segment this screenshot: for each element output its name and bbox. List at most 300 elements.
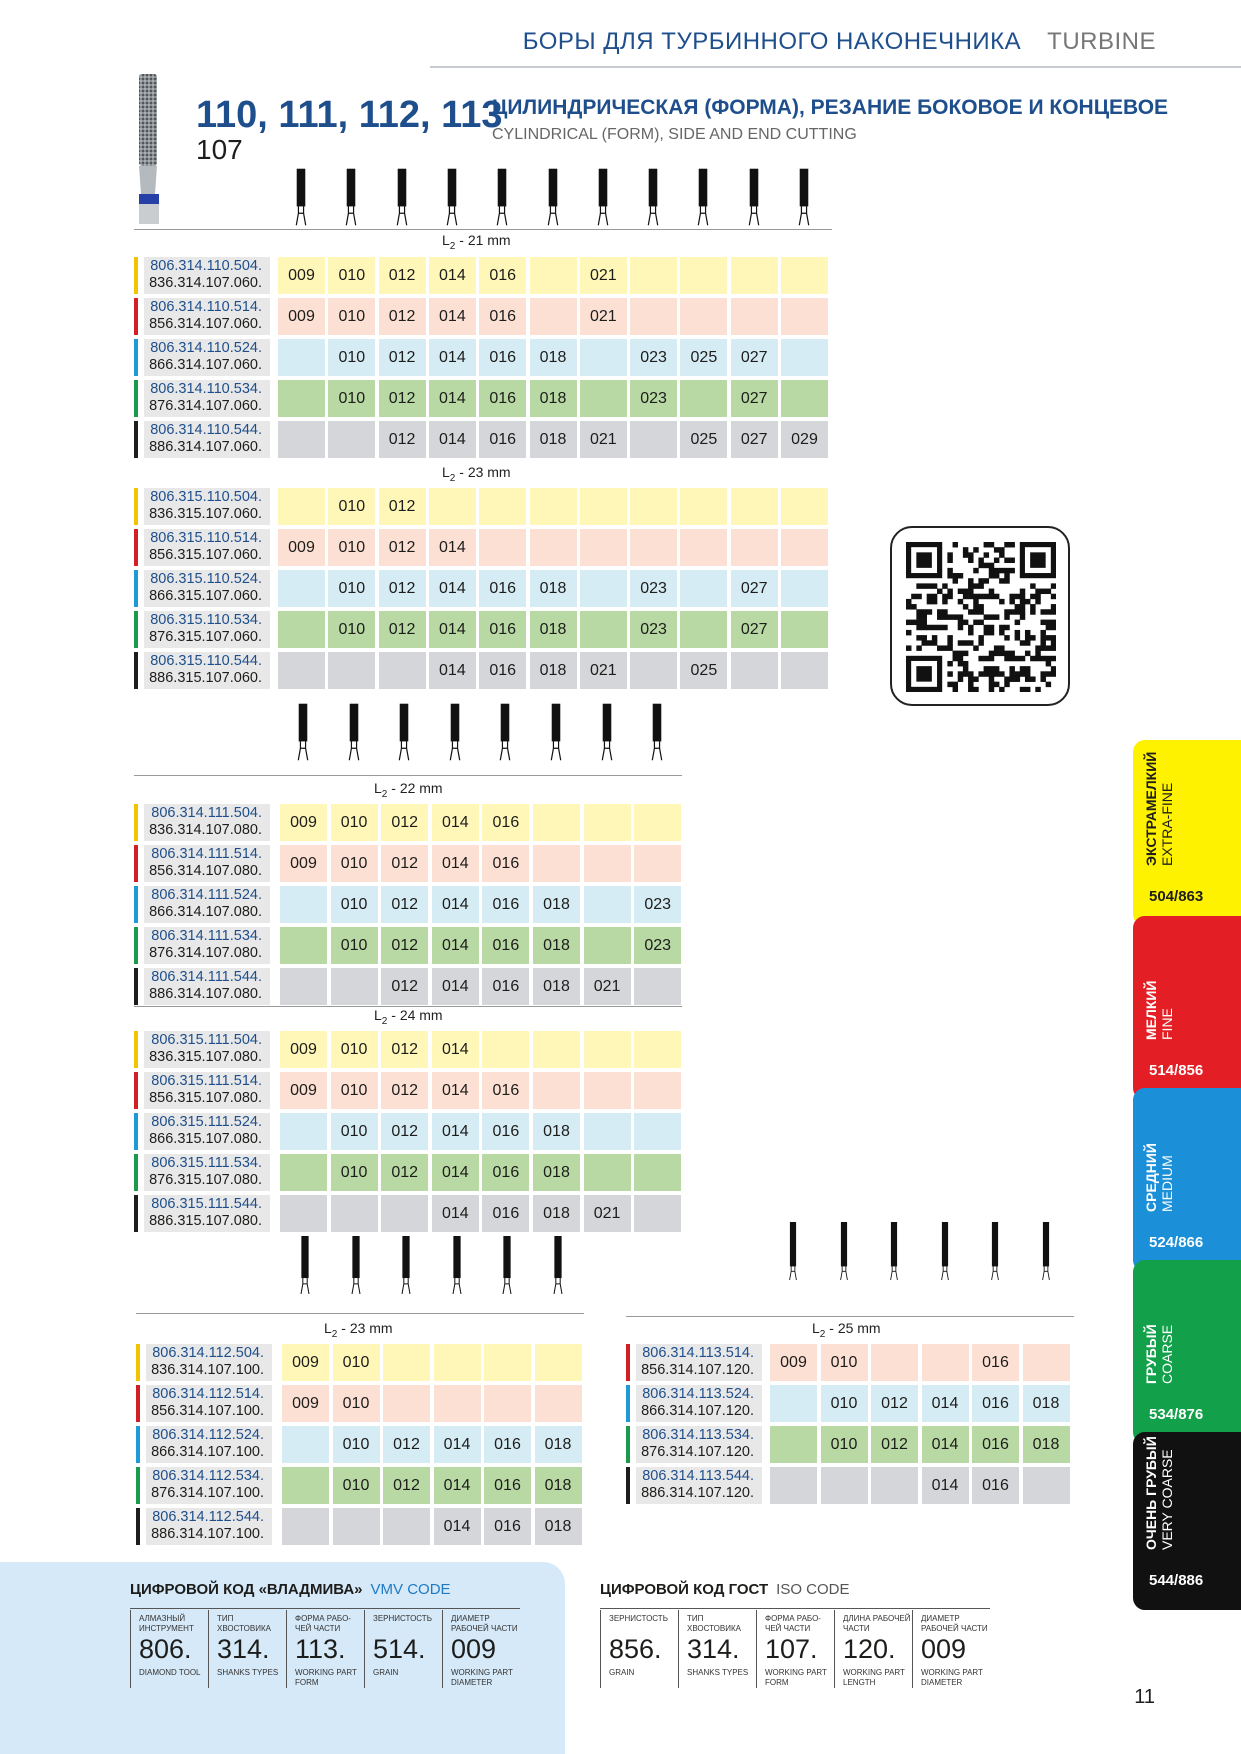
l2-length-label: $L_2 - 23$ mm xyxy=(324,1320,393,1340)
size-cell: 010 xyxy=(821,1426,868,1463)
size-cell xyxy=(781,298,828,335)
size-cell xyxy=(331,968,378,1005)
code-segment-value: 514. xyxy=(373,1634,426,1664)
bur-shape-icon xyxy=(350,1236,362,1294)
size-cell: 014 xyxy=(434,1467,481,1504)
size-cell: 018 xyxy=(530,380,577,417)
catalog-number xyxy=(144,570,270,607)
code-segment-label: ЗЕРНИСТОСТЬ xyxy=(609,1614,668,1623)
size-cell: 014 xyxy=(429,611,476,648)
grit-color-bar xyxy=(134,886,138,923)
size-cell xyxy=(781,529,828,566)
catalog-number xyxy=(144,845,270,882)
size-cell xyxy=(278,652,325,689)
code-segment xyxy=(600,1610,676,1688)
size-cell: 016 xyxy=(479,380,526,417)
size-cell: 014 xyxy=(432,1113,479,1150)
size-cell: 009 xyxy=(770,1344,817,1381)
size-cell: 023 xyxy=(634,927,681,964)
size-cell xyxy=(680,298,727,335)
catalog-number xyxy=(144,611,270,648)
size-cell xyxy=(680,529,727,566)
size-cell: 016 xyxy=(484,1508,531,1545)
iso-code: 836.314.107.060. xyxy=(149,275,262,291)
bur-shape-icon xyxy=(939,1222,951,1280)
iso-code: 876.314.107.120. xyxy=(641,1444,754,1460)
vmv-code: 806.314.110.514. xyxy=(150,299,262,315)
iso-code: 876.314.107.080. xyxy=(149,945,262,961)
size-cell xyxy=(530,488,577,525)
grit-color-bar xyxy=(134,1154,138,1191)
code-segment-label-en: GRAIN xyxy=(373,1668,399,1677)
size-cell xyxy=(280,1195,327,1232)
size-cell: 014 xyxy=(429,298,476,335)
catalog-number xyxy=(146,1385,272,1422)
catalog-number xyxy=(144,804,270,841)
table-row xyxy=(134,804,685,841)
grit-tab-fine[interactable] xyxy=(1133,916,1241,1100)
size-cell xyxy=(821,1467,868,1504)
vmv-code: 806.314.111.524. xyxy=(151,887,262,903)
size-cell: 009 xyxy=(278,298,325,335)
size-cell xyxy=(278,611,325,648)
size-cell: 014 xyxy=(432,1195,479,1232)
vmv-code: 806.315.110.534. xyxy=(150,612,262,628)
vmv-code: 806.315.110.524. xyxy=(150,571,262,587)
grit-tab-extra-fine[interactable] xyxy=(1133,740,1241,926)
table-row xyxy=(134,529,831,566)
grit-color-bar xyxy=(134,1195,138,1232)
bur-shape-icon xyxy=(446,168,458,226)
iso-code: 876.314.107.100. xyxy=(151,1485,264,1501)
code-segment-label: ТИП ХВОСТОВИКА xyxy=(217,1614,271,1633)
bur-shape-icon xyxy=(299,1236,311,1294)
iso-code: 856.315.107.060. xyxy=(149,547,262,563)
table-divider xyxy=(136,1313,584,1314)
size-cell: 014 xyxy=(432,845,479,882)
grit-color-bar xyxy=(626,1385,630,1422)
size-cell xyxy=(584,804,631,841)
product-codes: 110, 111, 112, 113 xyxy=(196,94,503,136)
size-cell xyxy=(781,257,828,294)
size-cell xyxy=(533,1072,580,1109)
grit-tab-very-coarse[interactable] xyxy=(1133,1432,1241,1610)
qr-code[interactable] xyxy=(890,526,1070,706)
grit-color-bar xyxy=(136,1467,140,1504)
size-cell: 009 xyxy=(280,1072,327,1109)
catalog-number xyxy=(144,488,270,525)
size-cell: 027 xyxy=(731,570,778,607)
size-cell: 029 xyxy=(781,421,828,458)
catalog-number xyxy=(144,257,270,294)
size-cell: 021 xyxy=(580,652,627,689)
iso-code: 886.315.107.080. xyxy=(149,1213,262,1229)
vmv-code: 806.314.113.524. xyxy=(642,1386,754,1402)
size-cell: 021 xyxy=(580,298,627,335)
table-row xyxy=(626,1467,1073,1504)
table-row xyxy=(136,1426,585,1463)
size-cell: 014 xyxy=(432,1072,479,1109)
size-cell: 016 xyxy=(482,886,529,923)
size-cell: 010 xyxy=(331,1113,378,1150)
size-cell: 012 xyxy=(383,1426,430,1463)
size-cell: 014 xyxy=(429,257,476,294)
bur-shape-icon xyxy=(297,703,309,761)
size-cell xyxy=(381,1195,428,1232)
page-header xyxy=(523,28,1156,56)
size-cell: 012 xyxy=(381,845,428,882)
size-cell: 010 xyxy=(328,488,375,525)
code-segment xyxy=(364,1610,440,1688)
iso-code: 836.315.107.060. xyxy=(149,506,262,522)
size-cell: 012 xyxy=(381,1031,428,1068)
grit-color-bar xyxy=(136,1426,140,1463)
l2-length-label: $L_2 - 21$ mm xyxy=(442,232,511,252)
size-cell: 012 xyxy=(381,1072,428,1109)
code-segment-label: ДЛИНА РАБОЧЕЙ ЧАСТИ xyxy=(843,1614,911,1633)
code-segment-label-en: WORKING PART LENGTH xyxy=(843,1668,905,1687)
size-cell xyxy=(680,488,727,525)
code-segment-value: 107. xyxy=(765,1634,818,1664)
grit-tab-label: МЕЛКИЙ FINE xyxy=(1143,980,1175,1040)
catalog-number xyxy=(144,652,270,689)
bur-shape-icon xyxy=(697,168,709,226)
bur-shape-icon xyxy=(647,168,659,226)
vmv-code: 806.315.111.534. xyxy=(151,1155,262,1171)
table-row xyxy=(134,380,831,417)
code-segment xyxy=(834,1610,910,1688)
bur-shape-icon xyxy=(345,168,357,226)
grit-color-bar xyxy=(626,1344,630,1381)
grit-color-bar xyxy=(626,1467,630,1504)
iso-code: 886.314.107.080. xyxy=(149,986,262,1002)
size-cell xyxy=(278,570,325,607)
size-cell: 010 xyxy=(331,886,378,923)
size-cell: 010 xyxy=(333,1467,380,1504)
size-cell: 012 xyxy=(381,1154,428,1191)
catalog-number xyxy=(636,1344,762,1381)
size-cell: 010 xyxy=(328,257,375,294)
size-cell: 021 xyxy=(580,421,627,458)
vmv-code: 806.314.110.504. xyxy=(150,258,262,274)
vmv-code: 806.314.112.534. xyxy=(152,1468,264,1484)
size-cell xyxy=(781,611,828,648)
size-cell xyxy=(1023,1467,1070,1504)
vmv-code: 806.314.112.514. xyxy=(152,1386,264,1402)
size-cell xyxy=(383,1344,430,1381)
size-cell xyxy=(282,1426,329,1463)
size-cell: 016 xyxy=(479,652,526,689)
size-cell: 010 xyxy=(333,1385,380,1422)
size-cell xyxy=(280,927,327,964)
size-cell xyxy=(634,1072,681,1109)
size-cell xyxy=(770,1426,817,1463)
size-cell: 009 xyxy=(282,1344,329,1381)
size-cell xyxy=(278,421,325,458)
code-segment-value: 856. xyxy=(609,1634,662,1664)
header-title-en: TURBINE xyxy=(1047,28,1156,55)
size-cell xyxy=(630,652,677,689)
vmv-code: 806.314.110.544. xyxy=(150,422,262,438)
size-cell: 018 xyxy=(535,1508,582,1545)
grit-tab-medium[interactable] xyxy=(1133,1088,1241,1272)
catalog-number xyxy=(146,1344,272,1381)
size-cell xyxy=(584,1072,631,1109)
size-cell xyxy=(634,968,681,1005)
bur-shape-icon xyxy=(499,703,511,761)
size-cell: 014 xyxy=(429,529,476,566)
size-cell: 012 xyxy=(381,927,428,964)
grit-tab-label: ГРУБЫЙ COARSE xyxy=(1143,1324,1175,1384)
size-cell: 010 xyxy=(328,611,375,648)
code-segment-value: 120. xyxy=(843,1634,896,1664)
header-title-ru: БОРЫ ДЛЯ ТУРБИННОГО НАКОНЕЧНИКА xyxy=(522,28,1022,55)
vmv-code: 806.314.111.504. xyxy=(151,805,262,821)
table-row xyxy=(134,886,685,923)
code-segment-label-en: SHANKS TYPES xyxy=(217,1668,279,1677)
size-cell: 016 xyxy=(479,421,526,458)
code-segment-value: 009 xyxy=(921,1634,967,1664)
size-cell: 012 xyxy=(379,611,426,648)
iso-code: 836.315.107.080. xyxy=(149,1049,262,1065)
size-cell: 012 xyxy=(379,570,426,607)
catalog-number xyxy=(144,1113,270,1150)
table-row xyxy=(626,1385,1073,1422)
table-row xyxy=(136,1385,585,1422)
iso-code: 836.314.107.080. xyxy=(149,822,262,838)
size-cell: 012 xyxy=(379,529,426,566)
l2-length-label: $L_2 - 24$ mm xyxy=(374,1007,443,1027)
grit-color-bar xyxy=(134,927,138,964)
iso-code: 856.315.107.080. xyxy=(149,1090,262,1106)
size-cell: 012 xyxy=(383,1467,430,1504)
size-cell: 014 xyxy=(922,1426,969,1463)
bur-shape-icon xyxy=(396,168,408,226)
catalog-number xyxy=(636,1426,762,1463)
vmv-code: 806.314.111.534. xyxy=(151,928,262,944)
size-cell: 010 xyxy=(331,804,378,841)
size-cell: 018 xyxy=(533,1195,580,1232)
size-cell xyxy=(634,1154,681,1191)
size-cell xyxy=(333,1508,380,1545)
iso-code: 856.314.107.060. xyxy=(149,316,262,332)
size-cell: 009 xyxy=(278,529,325,566)
grit-tab-label: ОЧЕНЬ ГРУБЫЙ VERY COARSE xyxy=(1143,1436,1175,1550)
size-cell: 027 xyxy=(731,421,778,458)
size-cell: 018 xyxy=(1023,1385,1070,1422)
size-cell: 009 xyxy=(280,804,327,841)
iso-code: 876.315.107.060. xyxy=(149,629,262,645)
size-cell xyxy=(584,1113,631,1150)
size-cell xyxy=(731,257,778,294)
size-cell: 012 xyxy=(379,298,426,335)
bur-shape-icon xyxy=(501,1236,513,1294)
size-cell xyxy=(580,380,627,417)
grit-color-bar xyxy=(134,1072,138,1109)
table-row xyxy=(134,257,831,294)
size-cell: 027 xyxy=(731,611,778,648)
size-cell: 016 xyxy=(479,611,526,648)
iso-code: 856.314.107.120. xyxy=(641,1362,754,1378)
size-cell xyxy=(331,1195,378,1232)
vmv-code: 806.315.110.504. xyxy=(150,489,262,505)
size-cell: 010 xyxy=(328,529,375,566)
iso-code: 886.314.107.120. xyxy=(641,1485,754,1501)
catalog-number xyxy=(144,927,270,964)
catalog-number xyxy=(144,1195,270,1232)
product-title-en: CYLINDRICAL (FORM), SIDE AND END CUTTING xyxy=(492,126,857,143)
table-row xyxy=(134,652,831,689)
size-cell xyxy=(770,1385,817,1422)
size-cell: 012 xyxy=(381,804,428,841)
size-cell: 014 xyxy=(922,1385,969,1422)
size-cell: 012 xyxy=(379,380,426,417)
size-cell: 023 xyxy=(630,570,677,607)
size-cell: 012 xyxy=(871,1426,918,1463)
table-row xyxy=(626,1344,1073,1381)
vmv-code: 806.315.111.504. xyxy=(151,1032,262,1048)
size-cell: 021 xyxy=(584,968,631,1005)
code-segment-label: ЗЕРНИСТОСТЬ xyxy=(373,1614,432,1623)
size-cell xyxy=(434,1385,481,1422)
iso-code: 886.314.107.060. xyxy=(149,439,262,455)
grit-tab-label: ЭКСТРАМЕЛКИЙ EXTRA-FINE xyxy=(1143,751,1175,866)
size-cell: 018 xyxy=(533,968,580,1005)
table-row xyxy=(134,1154,685,1191)
size-cell: 014 xyxy=(434,1508,481,1545)
size-cell xyxy=(280,968,327,1005)
iso-code: 866.314.107.060. xyxy=(149,357,262,373)
grit-color-bar xyxy=(134,611,138,648)
catalog-number xyxy=(144,1031,270,1068)
size-cell: 010 xyxy=(331,1031,378,1068)
catalog-number xyxy=(144,380,270,417)
size-cell: 018 xyxy=(530,570,577,607)
catalog-number xyxy=(144,339,270,376)
grit-color-bar xyxy=(134,298,138,335)
table-row xyxy=(134,1195,685,1232)
table-row xyxy=(134,488,831,525)
size-cell: 009 xyxy=(278,257,325,294)
size-cell: 014 xyxy=(429,380,476,417)
bur-shape-icon xyxy=(547,168,559,226)
size-cell: 016 xyxy=(482,927,529,964)
vmv-code: 806.315.111.524. xyxy=(151,1114,262,1130)
code-segment-value: 113. xyxy=(295,1634,346,1664)
size-cell xyxy=(630,421,677,458)
code-segment-value: 314. xyxy=(687,1634,740,1664)
size-cell: 010 xyxy=(328,298,375,335)
table-divider xyxy=(134,775,682,776)
header-divider xyxy=(430,66,1241,68)
size-cell: 016 xyxy=(972,1426,1019,1463)
size-cell: 010 xyxy=(821,1385,868,1422)
size-cell: 016 xyxy=(482,1072,529,1109)
code-segment-label: ФОРМА РАБО- ЧЕЙ ЧАСТИ xyxy=(295,1614,351,1633)
size-cell xyxy=(530,529,577,566)
bur-shape-icon xyxy=(601,703,613,761)
size-cell xyxy=(535,1344,582,1381)
size-cell xyxy=(731,652,778,689)
code-segment-value: 806. xyxy=(139,1634,192,1664)
bur-shape-icon xyxy=(451,1236,463,1294)
vmv-code: 806.314.112.524. xyxy=(152,1427,264,1443)
l2-length-label: $L_2 - 25$ mm xyxy=(812,1320,881,1340)
size-cell xyxy=(282,1467,329,1504)
grit-color-bar xyxy=(134,845,138,882)
size-cell xyxy=(680,257,727,294)
size-cell xyxy=(530,257,577,294)
vmv-code: 806.314.113.534. xyxy=(642,1427,754,1443)
table-row xyxy=(134,611,831,648)
grit-color-bar xyxy=(134,488,138,525)
size-cell: 012 xyxy=(379,488,426,525)
size-cell: 018 xyxy=(533,1113,580,1150)
size-cell xyxy=(280,1113,327,1150)
size-cell xyxy=(530,298,577,335)
size-cell xyxy=(634,1113,681,1150)
iso-code: 856.314.107.100. xyxy=(151,1403,264,1419)
size-cell xyxy=(278,380,325,417)
size-cell: 014 xyxy=(429,339,476,376)
vmv-code: 806.314.111.544. xyxy=(151,969,262,985)
bur-shape-icon xyxy=(989,1222,1001,1280)
code-segment-label-en: WORKING PART FORM xyxy=(295,1668,357,1687)
vmv-code: 806.314.110.534. xyxy=(150,381,262,397)
size-cell xyxy=(383,1385,430,1422)
size-cell: 014 xyxy=(434,1426,481,1463)
size-cell: 023 xyxy=(634,886,681,923)
catalog-number xyxy=(144,298,270,335)
grit-color-bar xyxy=(134,1113,138,1150)
bur-product-image xyxy=(134,74,164,224)
grit-tab-code: 534/876 xyxy=(1149,1406,1204,1423)
size-cell: 025 xyxy=(680,652,727,689)
size-cell: 016 xyxy=(972,1344,1019,1381)
size-cell xyxy=(479,488,526,525)
size-cell xyxy=(680,611,727,648)
size-cell xyxy=(1023,1344,1070,1381)
size-cell: 014 xyxy=(432,886,479,923)
size-cell xyxy=(634,804,681,841)
grit-color-bar xyxy=(134,257,138,294)
code-segment-value: 009 xyxy=(451,1634,497,1664)
size-cell: 016 xyxy=(482,968,529,1005)
size-cell xyxy=(781,339,828,376)
size-cell xyxy=(479,529,526,566)
size-cell xyxy=(584,886,631,923)
vmv-code: 806.314.111.514. xyxy=(151,846,262,862)
bur-shape-icon xyxy=(496,168,508,226)
vmv-code: 806.314.112.504. xyxy=(152,1345,264,1361)
product-code-iso: 107 xyxy=(196,134,243,165)
catalog-number xyxy=(144,886,270,923)
size-cell: 014 xyxy=(432,804,479,841)
vmv-code-title: ЦИФРОВОЙ КОД «ВЛАДМИВА» VMV CODE xyxy=(130,1581,451,1598)
size-cell: 016 xyxy=(479,298,526,335)
grit-color-bar xyxy=(136,1385,140,1422)
size-cell: 009 xyxy=(280,845,327,882)
bur-shape-icon xyxy=(651,703,663,761)
size-cell xyxy=(379,652,426,689)
grit-tab-coarse[interactable] xyxy=(1133,1260,1241,1444)
size-cell xyxy=(731,488,778,525)
size-cell xyxy=(584,1031,631,1068)
catalog-number xyxy=(636,1467,762,1504)
table-row xyxy=(626,1426,1073,1463)
size-cell: 014 xyxy=(429,421,476,458)
size-cell xyxy=(871,1344,918,1381)
